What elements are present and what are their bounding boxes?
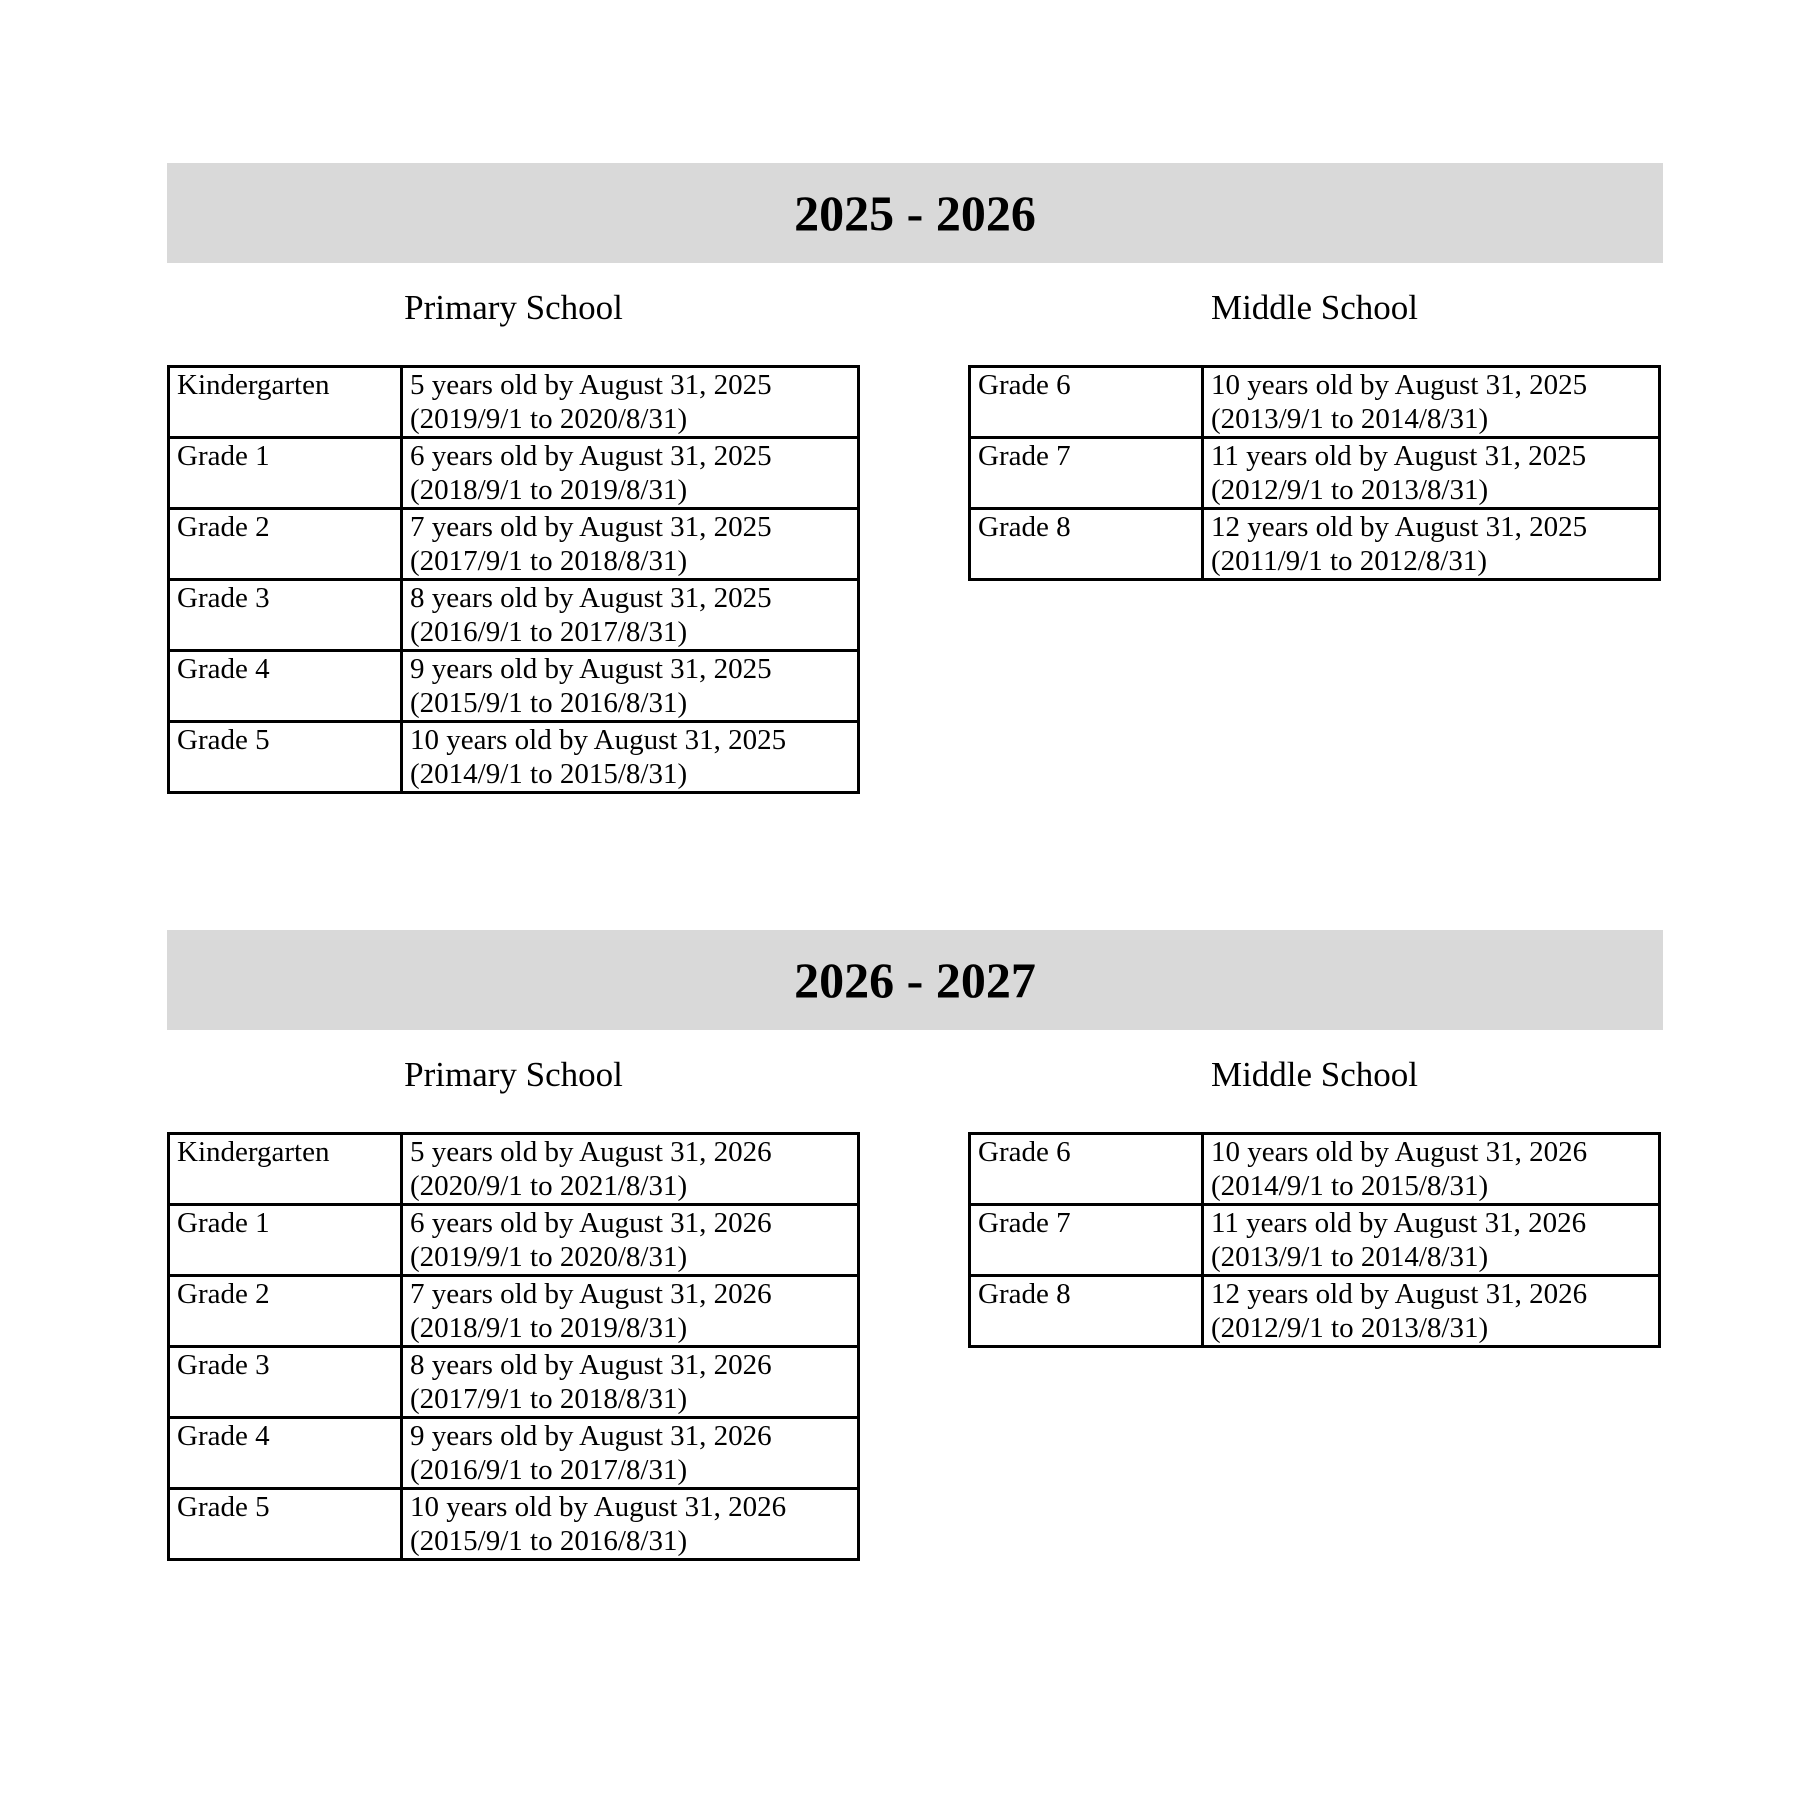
middle-school-column (968, 285, 1661, 581)
table-row (970, 1205, 1660, 1276)
table-row (169, 1134, 859, 1205)
age-requirement: 10 years old by August 31, 2026 (1211, 1136, 1588, 1168)
age-requirement: 11 years old by August 31, 2026 (1211, 1207, 1587, 1239)
age-cell (1203, 438, 1660, 509)
age-requirement: 12 years old by August 31, 2025 (1211, 511, 1588, 543)
grade-cell: Grade 2 (169, 509, 402, 580)
table-row (970, 438, 1660, 509)
age-requirement: 8 years old by August 31, 2026 (410, 1349, 772, 1381)
birthdate-range: (2015/9/1 to 2016/8/31) (410, 687, 688, 719)
birthdate-range: (2014/9/1 to 2015/8/31) (410, 758, 688, 790)
age-cell (402, 367, 859, 438)
grade-cell: Grade 8 (970, 1276, 1203, 1347)
age-requirement: 7 years old by August 31, 2026 (410, 1278, 772, 1310)
age-requirement: 11 years old by August 31, 2025 (1211, 440, 1587, 472)
grade-cell: Grade 3 (169, 1347, 402, 1418)
age-cell (402, 438, 859, 509)
age-requirement: 10 years old by August 31, 2026 (410, 1491, 787, 1523)
age-requirement: 6 years old by August 31, 2026 (410, 1207, 772, 1239)
age-requirement: 10 years old by August 31, 2025 (1211, 369, 1588, 401)
grade-cell: Grade 1 (169, 1205, 402, 1276)
age-cell (1203, 367, 1660, 438)
table-row (169, 438, 859, 509)
age-cell (402, 1205, 859, 1276)
primary-school-table (167, 1132, 860, 1561)
age-cell (402, 580, 859, 651)
age-requirement: 7 years old by August 31, 2025 (410, 511, 772, 543)
age-cell (402, 651, 859, 722)
birthdate-range: (2015/9/1 to 2016/8/31) (410, 1525, 688, 1557)
birthdate-range: (2012/9/1 to 2013/8/31) (1211, 474, 1489, 506)
birthdate-range: (2017/9/1 to 2018/8/31) (410, 1383, 688, 1415)
age-cell (1203, 509, 1660, 580)
table-row (970, 1134, 1660, 1205)
middle-school-table (968, 1132, 1661, 1348)
birthdate-range: (2018/9/1 to 2019/8/31) (410, 1312, 688, 1344)
grade-cell: Grade 5 (169, 722, 402, 793)
age-requirement: 9 years old by August 31, 2025 (410, 653, 772, 685)
year-section-2026-2027 (167, 930, 1663, 1612)
age-cell (402, 1489, 859, 1560)
primary-school-title: Primary School (404, 288, 623, 327)
birthdate-range: (2014/9/1 to 2015/8/31) (1211, 1170, 1489, 1202)
age-requirement: 12 years old by August 31, 2026 (1211, 1278, 1588, 1310)
year-heading: 2026 - 2027 (167, 930, 1663, 1030)
birthdate-range: (2012/9/1 to 2013/8/31) (1211, 1312, 1489, 1344)
age-cell (1203, 1134, 1660, 1205)
grade-cell: Grade 6 (970, 367, 1203, 438)
table-row (970, 1276, 1660, 1347)
birthdate-range: (2011/9/1 to 2012/8/31) (1211, 545, 1488, 577)
primary-school-column (167, 285, 860, 794)
middle-school-table (968, 365, 1661, 581)
table-row (169, 367, 859, 438)
table-row (169, 1276, 859, 1347)
age-cell (1203, 1205, 1660, 1276)
grade-cell: Grade 8 (970, 509, 1203, 580)
birthdate-range: (2019/9/1 to 2020/8/31) (410, 403, 688, 435)
age-requirement: 9 years old by August 31, 2026 (410, 1420, 772, 1452)
age-cell (402, 1418, 859, 1489)
age-cell (402, 1134, 859, 1205)
age-requirement: 6 years old by August 31, 2025 (410, 440, 772, 472)
age-cell (402, 1347, 859, 1418)
table-row (970, 509, 1660, 580)
table-row (169, 651, 859, 722)
middle-school-title: Middle School (1210, 288, 1419, 327)
birthdate-range: (2013/9/1 to 2014/8/31) (1211, 403, 1489, 435)
primary-school-table (167, 365, 860, 794)
year-heading: 2025 - 2026 (167, 163, 1663, 263)
school-columns (167, 285, 1663, 845)
middle-school-column (968, 1052, 1661, 1348)
birthdate-range: (2013/9/1 to 2014/8/31) (1211, 1241, 1489, 1273)
table-row (169, 1205, 859, 1276)
table-row (169, 1347, 859, 1418)
birthdate-range: (2020/9/1 to 2021/8/31) (410, 1170, 688, 1202)
age-cell (402, 1276, 859, 1347)
grade-cell: Kindergarten (169, 1134, 402, 1205)
age-requirement: 8 years old by August 31, 2025 (410, 582, 772, 614)
birthdate-range: (2016/9/1 to 2017/8/31) (410, 616, 688, 648)
table-row (169, 509, 859, 580)
primary-school-title: Primary School (404, 1055, 623, 1094)
age-requirement: 5 years old by August 31, 2026 (410, 1136, 772, 1168)
grade-cell: Grade 7 (970, 438, 1203, 509)
birthdate-range: (2016/9/1 to 2017/8/31) (410, 1454, 688, 1486)
age-cell (1203, 1276, 1660, 1347)
grade-cell: Grade 1 (169, 438, 402, 509)
birthdate-range: (2019/9/1 to 2020/8/31) (410, 1241, 688, 1273)
grade-cell: Grade 4 (169, 1418, 402, 1489)
age-requirement: 10 years old by August 31, 2025 (410, 724, 787, 756)
primary-school-column (167, 1052, 860, 1561)
grade-cell: Grade 6 (970, 1134, 1203, 1205)
birthdate-range: (2017/9/1 to 2018/8/31) (410, 545, 688, 577)
grade-cell: Kindergarten (169, 367, 402, 438)
age-cell (402, 509, 859, 580)
table-row (169, 1489, 859, 1560)
grade-cell: Grade 3 (169, 580, 402, 651)
grade-cell: Grade 7 (970, 1205, 1203, 1276)
age-cell (402, 722, 859, 793)
school-columns (167, 1052, 1663, 1612)
grade-cell: Grade 4 (169, 651, 402, 722)
table-row (169, 580, 859, 651)
table-row (169, 1418, 859, 1489)
grade-cell: Grade 2 (169, 1276, 402, 1347)
table-row (169, 722, 859, 793)
age-requirement: 5 years old by August 31, 2025 (410, 369, 772, 401)
table-row (970, 367, 1660, 438)
grade-cell: Grade 5 (169, 1489, 402, 1560)
birthdate-range: (2018/9/1 to 2019/8/31) (410, 474, 688, 506)
year-section-2025-2026 (167, 163, 1663, 845)
middle-school-title: Middle School (1210, 1055, 1419, 1094)
